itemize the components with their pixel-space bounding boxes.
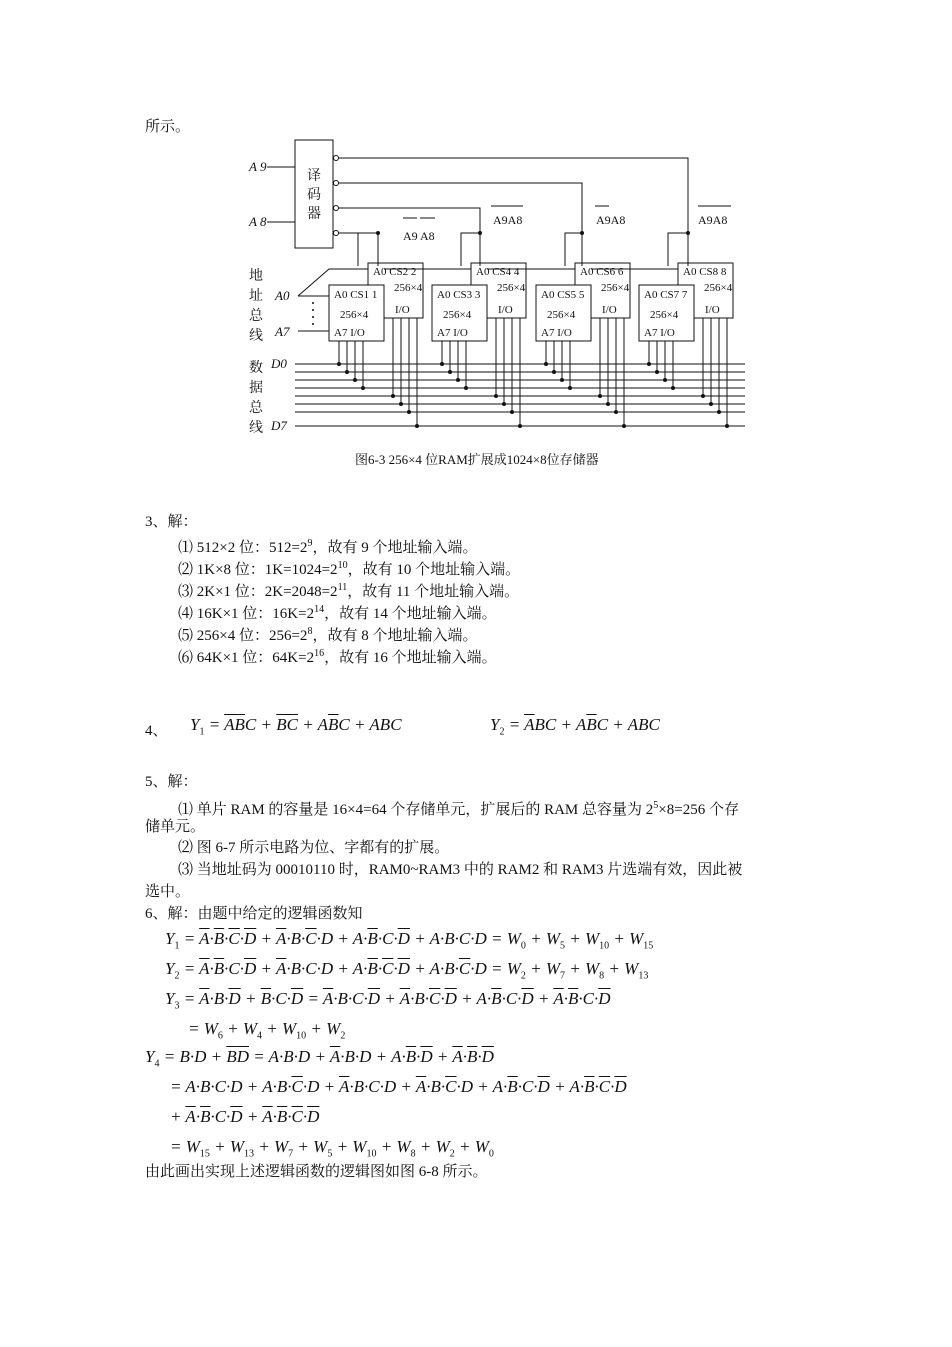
q5-p2: ⑵ 图 6-7 所示电路为位、字都有的扩展。 — [178, 840, 450, 856]
intro-text: 所示。 — [145, 119, 191, 135]
chip8-size: 256×4 — [704, 282, 733, 294]
d7-label: D7 — [271, 418, 287, 433]
q5-title: 5、解： — [145, 774, 198, 790]
chip3-a7io: A7 I/O — [437, 327, 468, 339]
q6-eq-y3-result: = $W_6 + W_4 + W_{10} + W_2$ — [188, 1019, 346, 1042]
decoder-label-2: 码 — [307, 188, 321, 203]
addr-a8-label: A 8 — [249, 214, 267, 229]
q6-eq-y4-line2: = $A\cdot B\cdot C\cdot D + A\cdot B\cdot\overline{C}\cdot D + \overline{A}\cdot B\cdot C\cdot D + \overline{A}\cdot B\cdot\overline{C}\cdot D + A\cdot\overline{B}\cdot C\cdot\overline{D} + A\cdot\overline{B}\cdot\overline{C}\cdot\overline{D}$ — [170, 1077, 627, 1096]
q5-p1: ⑴ 单片 RAM 的容量是 16×4=64 个存储单元，扩展后的 RAM 总容量为 $2^5\times 8=256$ 个存 — [178, 800, 739, 818]
chip2-cs: A0 CS2 2 — [373, 266, 417, 278]
q3-item: ⑵ 1K×8 位：$1K=1024=2^{10}$，故有 10 个地址输入端。 — [178, 560, 521, 578]
chip3-cs: A0 CS3 3 — [437, 289, 481, 301]
chip4-cs: A0 CS4 4 — [476, 266, 520, 278]
q6-eq-y1: $Y_1 = \overline{A}\cdot\overline{B}\cdot\overline{C}\cdot\overline{D} + \overline{A}\cdot B\cdot\overline{C}\cdot D + A\cdot\overline{B}\cdot C\cdot\overline{D} + A\cdot B\cdot C\cdot D = W_0 + W_5 + W_{10} + W_{15}$ — [165, 929, 654, 952]
chip7-size: 256×4 — [650, 309, 679, 321]
addr-bus-label-3: 总 — [249, 309, 263, 324]
figure-caption: 图6-3 256×4 位RAM扩展成1024×8位存储器 — [355, 452, 599, 467]
q6-eq-y4: $Y_4 = B\cdot D + \overline{B}\overline{D} = A\cdot B\cdot D + \overline{A}\cdot B\cdot D + A\cdot\overline{B}\cdot\overline{D} + \overline{A}\cdot\overline{B}\cdot\overline{D}$ — [145, 1047, 494, 1070]
a7-label: A7 — [275, 324, 290, 339]
data-bus-label-2: 据 — [249, 381, 263, 396]
q6-eq-y2: $Y_2 = \overline{A}\cdot\overline{B}\cdot C\cdot\overline{D} + \overline{A}\cdot B\cdot C\cdot D + A\cdot\overline{B}\cdot\overline{C}\cdot\overline{D} + A\cdot B\cdot\overline{C}\cdot D = W_2 + W_7 + W_8 + W_{13}$ — [165, 959, 649, 982]
q6-eq-y3: $Y_3 = \overline{A}\cdot B\cdot\overline{D} + \overline{B}\cdot C\cdot\overline{D} = \overline{A}\cdot B\cdot C\cdot\overline{D} + \overline{A}\cdot B\cdot\overline{C}\cdot\overline{D} + A\cdot\overline{B}\cdot C\cdot\overline{D} + \overline{A}\cdot\overline{B}\cdot C\cdot\overline{D}$ — [165, 989, 611, 1012]
chip1-a7io: A7 I/O — [334, 327, 365, 339]
q3-item: ⑶ 2K×1 位：$2K=2048=2^{11}$，故有 11 个地址输入端。 — [178, 582, 520, 600]
q6-title: 6、解：由题中给定的逻辑函数知 — [145, 906, 363, 922]
data-bus-label-1: 数 — [249, 361, 263, 376]
chip2-size: 256×4 — [394, 282, 423, 294]
chip5-size: 256×4 — [547, 309, 576, 321]
chip5-cs: A0 CS5 5 — [541, 289, 585, 301]
q6-footer: 由此画出实现上述逻辑函数的逻辑图如图 6-8 所示。 — [145, 1164, 488, 1180]
chip1-size: 256×4 — [340, 309, 369, 321]
chip4-size: 256×4 — [497, 282, 526, 294]
d0-label: D0 — [271, 356, 287, 371]
select-label-2: A9A8 — [493, 213, 523, 227]
chip4-io: I/O — [498, 304, 513, 316]
chip5-a7io: A7 I/O — [541, 327, 572, 339]
chip8-cs: A0 CS8 8 — [683, 266, 727, 278]
a0-label: A0 — [275, 288, 290, 303]
addr-a9-label: A 9 — [249, 159, 267, 174]
select-label-4: A9A8 — [698, 213, 728, 227]
q6-eq-y4-result: = $W_{15} + W_{13} + W_7 + W_5 + W_{10} + W_8 + W_2 + W_0$ — [170, 1137, 494, 1160]
chip1-cs: A0 CS1 1 — [334, 289, 378, 301]
chip8-io: I/O — [705, 304, 720, 316]
q3-item: ⑸ 256×4 位：$256=2^8$，故有 8 个地址输入端。 — [178, 626, 478, 644]
decoder-label-1: 译 — [307, 169, 321, 184]
chip6-io: I/O — [602, 304, 617, 316]
chip3-size: 256×4 — [443, 309, 472, 321]
data-bus-label-4: 线 — [249, 421, 263, 436]
q6-eq-y4-line3: + $\overline{A}\cdot\overline{B}\cdot C\cdot\overline{D} + \overline{A}\cdot\overline{B}\cdot\overline{C}\cdot\overline{D}$ — [170, 1107, 320, 1126]
decoder-label-3: 器 — [307, 207, 321, 222]
q5-p3: ⑶ 当地址码为 00010110 时，RAM0~RAM3 中的 RAM2 和 RAM3 片选端有效，因此被 — [178, 862, 743, 878]
q5-p1-cont: 储单元。 — [145, 819, 206, 835]
chip6-cs: A0 CS6 6 — [580, 266, 624, 278]
q5-p3-cont: 选中。 — [145, 884, 191, 900]
chip7-cs: A0 CS7 7 — [644, 289, 688, 301]
chip7-a7io: A7 I/O — [644, 327, 675, 339]
ram-expansion-diagram — [245, 138, 765, 438]
select-label-1: A9 A8 — [403, 229, 435, 243]
q4-label: 4、 — [145, 723, 168, 739]
data-bus-label-3: 总 — [249, 401, 263, 416]
chip2-io: I/O — [395, 304, 410, 316]
addr-bus-label-2: 址 — [249, 289, 263, 304]
q3-item: ⑹ 64K×1 位：$64K=2^{16}$，故有 16 个地址输入端。 — [178, 648, 497, 666]
q4-eq-y2: $Y_2 = \overline{A}BC + A\overline{B}C$ + ABC — [490, 715, 660, 738]
q3-item: ⑷ 16K×1 位：$16K=2^{14}$，故有 14 个地址输入端。 — [178, 604, 497, 622]
q3-title: 3、解： — [145, 514, 198, 530]
q3-item: ⑴ 512×2 位：$512=2^9$，故有 9 个地址输入端。 — [178, 538, 478, 556]
q4-eq-y1: $Y_1 = \overline{AB}C + \overline{BC} + A\overline{B}C$ + ABC — [190, 715, 402, 738]
addr-bus-label-4: 线 — [249, 329, 263, 344]
addr-bus-label-1: 地 — [249, 269, 263, 284]
select-label-3: A9A8 — [596, 213, 626, 227]
chip6-size: 256×4 — [601, 282, 630, 294]
